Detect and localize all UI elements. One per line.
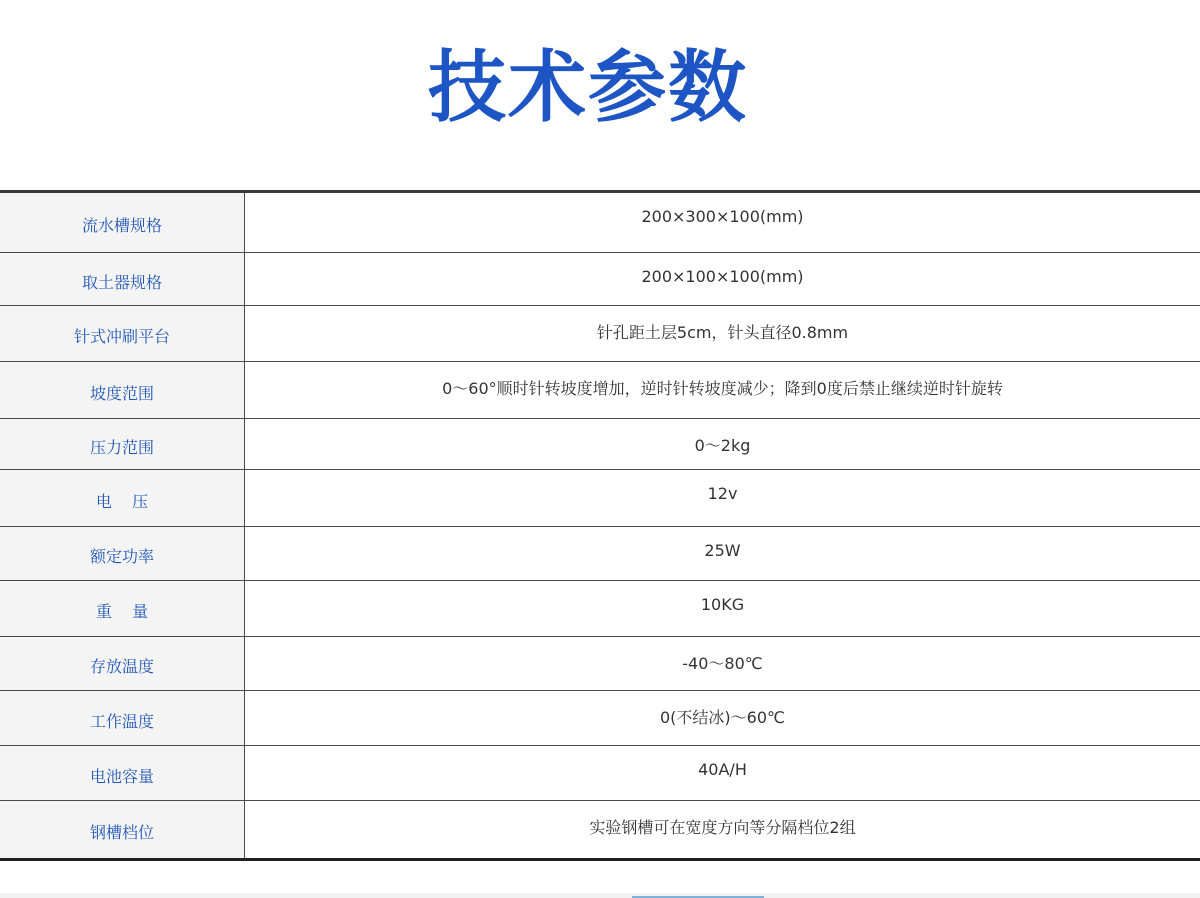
spec-row-slope-range [0, 362, 1200, 419]
spec-label: 钢槽档位 [0, 801, 245, 858]
spec-label: 电 压 [0, 470, 245, 526]
spec-row-weight [0, 581, 1200, 637]
spec-row-rated-power [0, 527, 1200, 581]
spec-row-flume-size [0, 193, 1200, 253]
spec-value: 12v [707, 484, 738, 503]
spec-row-storage-temperature [0, 637, 1200, 691]
spec-value: 针孔距土层5cm，针头直径0.8mm [596, 323, 849, 342]
spec-label: 取土器规格 [0, 253, 245, 305]
spec-row-needle-platform [0, 306, 1200, 362]
page-title: 技术参数 [427, 43, 748, 133]
spec-row-sampler-size [0, 253, 1200, 306]
spec-row-voltage [0, 470, 1200, 527]
spec-value: 10KG [700, 595, 745, 614]
spec-label: 工作温度 [0, 691, 245, 745]
spec-row-steel-tank-positions [0, 801, 1200, 858]
spec-label: 坡度范围 [0, 362, 245, 418]
spec-label: 存放温度 [0, 637, 245, 690]
spec-value: 200×100×100(mm) [641, 267, 804, 286]
spec-label: 压力范围 [0, 419, 245, 469]
spec-row-pressure-range [0, 419, 1200, 470]
spec-value: 0～2kg [694, 436, 751, 455]
spec-label: 重 量 [0, 581, 245, 636]
spec-label: 电池容量 [0, 746, 245, 800]
spec-value: 25W [704, 541, 741, 560]
spec-table [0, 190, 1200, 861]
spec-value: 实验钢槽可在宽度方向等分隔档位2组 [589, 818, 856, 837]
spec-value: 0～60°顺时针转坡度增加，逆时针转坡度减少；降到0度后禁止继续逆时针旋转 [442, 379, 1003, 398]
spec-row-battery-capacity [0, 746, 1200, 801]
spec-value: -40～80℃ [682, 654, 763, 673]
bottom-divider [0, 893, 1200, 898]
spec-label: 流水槽规格 [0, 193, 245, 252]
spec-label: 额定功率 [0, 527, 245, 580]
spec-value: 0(不结冰)～60℃ [660, 708, 785, 727]
spec-value: 40A/H [698, 760, 747, 779]
spec-value: 200×300×100(mm) [641, 207, 804, 226]
spec-row-working-temperature [0, 691, 1200, 746]
spec-label: 针式冲刷平台 [0, 306, 245, 361]
